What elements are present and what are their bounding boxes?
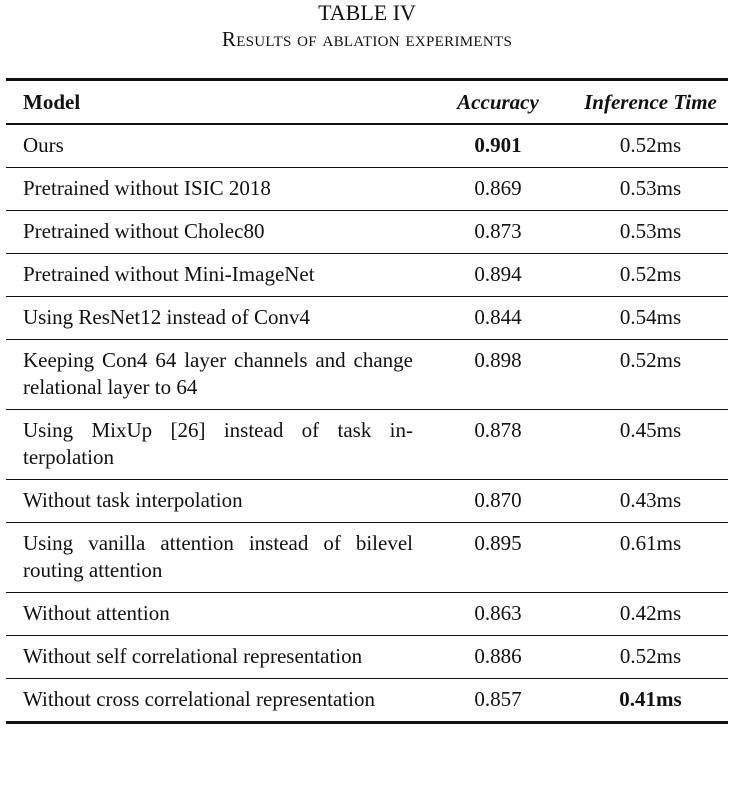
table-row	[6, 340, 728, 410]
cell-inference-time: 0.52ms	[619, 644, 682, 668]
table-title: Results of ablation experiments	[221, 27, 513, 51]
cell-inference-time: 0.52ms	[619, 262, 682, 286]
cell-model: Using ResNet12 instead of Conv4	[23, 305, 310, 329]
cell-model: Without attention	[23, 601, 170, 625]
header-accuracy: Accuracy	[457, 90, 539, 114]
cell-model: Ours	[23, 133, 64, 157]
header-inference-time: Inference Time	[584, 90, 717, 114]
cell-model: Keeping Con4 64 layer channels and change relational layer to 64	[23, 348, 413, 399]
cell-accuracy: 0.857	[474, 687, 522, 711]
table-header-row	[6, 80, 728, 125]
cell-accuracy: 0.878	[474, 418, 522, 442]
cell-inference-time: 0.41ms	[619, 687, 682, 711]
cell-accuracy: 0.886	[474, 644, 522, 668]
cell-inference-time: 0.52ms	[619, 133, 682, 157]
table-caption	[0, 0, 734, 52]
cell-accuracy: 0.844	[474, 305, 522, 329]
cell-inference-time: 0.43ms	[619, 488, 682, 512]
table-row	[6, 168, 728, 211]
cell-accuracy: 0.873	[474, 219, 522, 243]
cell-model: Without cross correlational representation	[23, 687, 375, 711]
cell-inference-time: 0.42ms	[619, 601, 682, 625]
table-row	[6, 211, 728, 254]
cell-model: Without self correlational representation	[23, 644, 363, 668]
cell-accuracy: 0.869	[474, 176, 522, 200]
table-row	[6, 297, 728, 340]
table-row	[6, 254, 728, 297]
cell-accuracy: 0.901	[474, 133, 522, 157]
table-row	[6, 124, 728, 168]
table-row	[6, 523, 728, 593]
cell-inference-time: 0.53ms	[619, 219, 682, 243]
cell-accuracy: 0.870	[474, 488, 522, 512]
cell-accuracy: 0.898	[474, 348, 522, 372]
cell-model: Pretrained without ISIC 2018	[23, 176, 271, 200]
table-row	[6, 410, 728, 480]
cell-model: Without task interpolation	[23, 488, 243, 512]
cell-model: Pretrained without Mini-ImageNet	[23, 262, 315, 286]
cell-inference-time: 0.54ms	[619, 305, 682, 329]
ablation-table	[6, 78, 728, 724]
table-row	[6, 636, 728, 679]
header-model: Model	[23, 90, 81, 114]
table-label: TABLE IV	[318, 0, 416, 25]
cell-model: Using vanilla attention instead of bilevel routing attention	[23, 531, 413, 582]
cell-inference-time: 0.52ms	[619, 348, 682, 372]
table-row	[6, 480, 728, 523]
cell-accuracy: 0.895	[474, 531, 522, 555]
cell-inference-time: 0.53ms	[619, 176, 682, 200]
cell-inference-time: 0.61ms	[619, 531, 682, 555]
cell-inference-time: 0.45ms	[619, 418, 682, 442]
cell-model: Using MixUp [26] instead of task interpolation	[23, 418, 413, 469]
cell-accuracy: 0.894	[474, 262, 522, 286]
cell-accuracy: 0.863	[474, 601, 522, 625]
table-row	[6, 679, 728, 723]
table-row	[6, 593, 728, 636]
cell-model: Pretrained without Cholec80	[23, 219, 265, 243]
